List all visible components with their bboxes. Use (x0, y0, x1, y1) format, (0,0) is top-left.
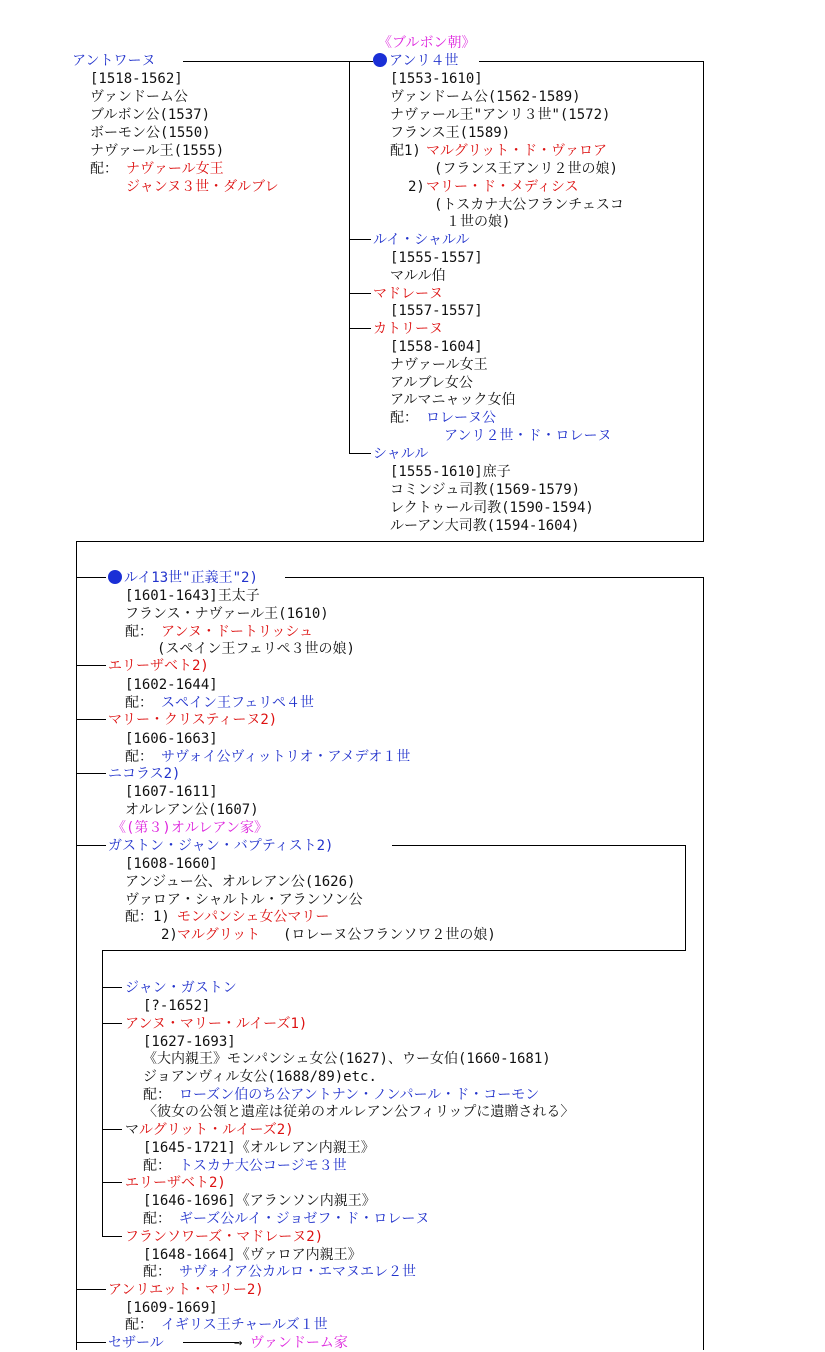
henri4-spouse1[interactable]: マルグリット・ド・ヴァロア (426, 143, 608, 159)
henriette-spouse-prefix: 配： (125, 1317, 153, 1333)
tick-henriette (76, 1289, 106, 1290)
louis13-spouse-note: (スペイン王フェリペ３世の娘) (157, 641, 355, 657)
tick-cesar (76, 1342, 106, 1343)
children-top-line (76, 541, 704, 542)
gaston-spouse2[interactable]: マルグリット (177, 927, 261, 943)
tick-madeleine (349, 293, 371, 294)
jean-gaston-dates: [?-1652] (143, 998, 211, 1014)
antoine-title: ブルボン公(1537) (90, 107, 211, 123)
tick-christine (76, 719, 106, 720)
henri4-spouse2-note: １世の娘) (446, 214, 511, 230)
louis13-name[interactable] (108, 569, 258, 587)
charles-title: レクトゥール司教(1590-1594) (390, 500, 594, 516)
antoine-dates: [1518-1562] (90, 71, 183, 87)
elisabeth-orleans-spouse[interactable]: ギーズ公ルイ・ジョゼフ・ド・ロレーヌ (179, 1211, 430, 1227)
antoine-spouse[interactable]: ジャンヌ３世・ダルブレ (126, 179, 279, 195)
marguerite-louise-name[interactable] (125, 1121, 294, 1139)
marguerite-louise-spouse[interactable]: トスカナ大公コージモ３世 (179, 1158, 347, 1174)
antoine-title: ボーモン公(1550) (90, 125, 211, 141)
tick-francoise (102, 1236, 122, 1237)
children-vertical-line (76, 541, 77, 1350)
francoise-name[interactable]: フランソワーズ・マドレーヌ2) (125, 1229, 324, 1245)
anne-marie-spouse[interactable]: ローズン伯のち公アントナン・ノンパール・ド・コーモン (179, 1087, 540, 1103)
henri4-spouse2-prefix: 2) (408, 179, 425, 195)
charles-name[interactable]: シャルル (373, 446, 429, 462)
gaston-right-line (392, 845, 686, 846)
marguerite-louise-name-rest: ルグリット・ルイーズ2) (139, 1122, 294, 1138)
gaston-spouse2-prefix: 2) (161, 927, 178, 943)
gaston-children-top-line (102, 950, 686, 951)
elisabeth-spouse-prefix: 配： (125, 695, 153, 711)
tick-jean-gaston (102, 987, 122, 988)
antoine-to-henri-line (183, 61, 373, 62)
anne-marie-title: ジョアンヴィル女公(1688/89)etc. (143, 1069, 377, 1085)
henri4-name[interactable] (373, 52, 458, 70)
catherine-spouse[interactable]: アンリ２世・ド・ロレーヌ (444, 428, 612, 444)
elisabeth-orleans-spouse-prefix: 配： (143, 1211, 171, 1227)
charles-dates: [1555-1610]庶子 (390, 464, 511, 480)
elisabeth-spouse[interactable]: スペイン王フェリペ４世 (161, 695, 315, 711)
catherine-spouse[interactable]: ロレーヌ公 (426, 410, 496, 426)
orleans-house-label[interactable]: 《(第３)オルレアン家》 (112, 820, 268, 836)
tick-catherine (349, 328, 371, 329)
christine-name[interactable]: マリー・クリスティーヌ2) (108, 712, 278, 728)
marguerite-louise-spouse-prefix: 配： (143, 1158, 171, 1174)
marguerite-louise-name-prefix: マ (125, 1122, 139, 1138)
francoise-spouse-prefix: 配： (143, 1264, 171, 1280)
henri4-title: フランス王(1589) (390, 125, 511, 141)
francoise-spouse[interactable]: サヴォイア公カルロ・エマヌエレ２世 (179, 1264, 417, 1280)
elisabeth-orleans-name[interactable]: エリーザベト2) (125, 1175, 226, 1191)
louis13-spouse[interactable]: アンヌ・ドートリッシュ (161, 624, 314, 640)
anne-marie-spouse-prefix: 配： (143, 1087, 171, 1103)
tick-nicolas (76, 773, 106, 774)
charles-title: ルーアン大司教(1594-1604) (390, 518, 580, 534)
antoine-name[interactable]: アントワーヌ (72, 53, 156, 69)
nicolas-dates: [1607-1611] (125, 784, 218, 800)
louis-charles-dates: [1555-1557] (390, 250, 483, 266)
henri4-dates: [1553-1610] (390, 71, 483, 87)
tick-elisabeth (76, 665, 106, 666)
catherine-title: アルマニャック女伯 (390, 392, 516, 408)
henriette-spouse[interactable]: イギリス王チャールズ１世 (161, 1317, 328, 1333)
gaston-spouse1[interactable]: モンパンシェ女公マリー (177, 909, 330, 925)
tick-elisabeth-2 (102, 1182, 122, 1183)
louis13-title: フランス・ナヴァール王(1610) (125, 606, 329, 622)
tick-marguerite-louise (102, 1129, 122, 1130)
francoise-dates: [1648-1664]《ヴァロア内親王》 (143, 1247, 362, 1263)
louis13-name-text: ルイ13世"正義王"2) (124, 570, 258, 586)
cesar-name[interactable]: セザール (108, 1335, 164, 1351)
henri4-title: ヴァンドーム公(1562-1589) (390, 89, 581, 105)
catherine-title: アルブレ女公 (390, 375, 473, 391)
gaston-title: ヴァロア・シャルトル・アランソン公 (125, 892, 363, 908)
sovereign-marker-icon (108, 570, 122, 584)
catherine-name[interactable]: カトリーヌ (373, 321, 443, 337)
gaston-children-vertical-line (102, 950, 103, 1236)
louis-charles-title: マルル伯 (390, 268, 446, 284)
anne-marie-title: 《大内親王》モンパンシェ女公(1627)、ウー女伯(1660-1681) (143, 1051, 551, 1067)
gaston-spouse1-prefix: 配：1) (125, 909, 170, 925)
madeleine-name[interactable]: マドレーヌ (373, 286, 443, 302)
cesar-arrow-line (183, 1342, 239, 1343)
nicolas-name[interactable]: ニコラス2) (108, 766, 181, 782)
cesar-arrow-icon: → (234, 1335, 243, 1351)
tick-louis13 (76, 577, 106, 578)
charles-title: コミンジュ司教(1569-1579) (390, 482, 581, 498)
madeleine-dates: [1557-1557] (390, 303, 483, 319)
elisabeth-orleans-dates: [1646-1696]《アランソン内親王》 (143, 1193, 376, 1209)
jean-gaston-name[interactable]: ジャン・ガストン (125, 980, 237, 996)
anne-marie-name[interactable]: アンヌ・マリー・ルイーズ1) (125, 1016, 308, 1032)
sovereign-marker-icon (373, 53, 387, 67)
louis-charles-name[interactable]: ルイ・シャルル (373, 232, 470, 248)
antoine-title: ヴァンドーム公 (90, 89, 188, 105)
henriette-dates: [1609-1669] (125, 1300, 218, 1316)
tick-louis-charles (349, 239, 371, 240)
marguerite-louise-dates: [1645-1721]《オルレアン内親王》 (143, 1140, 375, 1156)
catherine-spouse-prefix: 配： (390, 410, 418, 426)
antoine-title: ナヴァール王(1555) (90, 143, 225, 159)
vendome-house-link[interactable]: ヴァンドーム家 (250, 1335, 348, 1351)
elisabeth-dates: [1602-1644] (125, 677, 218, 693)
louis13-right-line (285, 577, 704, 578)
christine-spouse[interactable]: サヴォイ公ヴィットリオ・アメデオ１世 (161, 749, 411, 765)
henri-right-line (479, 61, 704, 62)
gaston-title: アンジュー公、オルレアン公(1626) (125, 874, 356, 890)
louis13-spouse-prefix: 配： (125, 624, 153, 640)
gaston-dates: [1608-1660] (125, 856, 218, 872)
henri4-spouse1-prefix: 配1) (390, 143, 421, 159)
henri-descent-line (703, 61, 704, 542)
anne-marie-note: 〈彼女の公領と遺産は従弟のオルレアン公フィリップに遺贈される〉 (143, 1104, 575, 1120)
henri4-title: ナヴァール王"アンリ３世"(1572) (390, 107, 611, 123)
antoine-spouse[interactable]: ナヴァール女王 (126, 161, 224, 177)
henri4-spouse2[interactable]: マリー・ド・メディシス (426, 179, 579, 195)
gaston-name[interactable]: ガストン・ジャン・バプティスト2) (108, 838, 334, 854)
christine-dates: [1606-1663] (125, 731, 218, 747)
gaston-spouse2-note: (ロレーヌ公フランソワ２世の娘) (283, 927, 496, 943)
nicolas-title: オルレアン公(1607) (125, 802, 259, 818)
catherine-title: ナヴァール女王 (390, 357, 488, 373)
louis13-descent-line (703, 577, 704, 1350)
bourbon-dynasty-label[interactable]: 《ブルボン朝》 (378, 35, 476, 51)
tick-anne-marie (102, 1023, 122, 1024)
christine-spouse-prefix: 配： (125, 749, 153, 765)
louis13-dates: [1601-1643]王太子 (125, 588, 260, 604)
elisabeth-name[interactable]: エリーザベト2) (108, 658, 209, 674)
gaston-descent-line (685, 845, 686, 950)
siblings-vertical-line (349, 61, 350, 453)
catherine-dates: [1558-1604] (390, 339, 483, 355)
antoine-spouse-prefix: 配： (90, 161, 118, 177)
anne-marie-dates: [1627-1693] (143, 1034, 236, 1050)
henri4-name-text: アンリ４世 (389, 53, 459, 69)
tick-charles (349, 453, 371, 454)
henri4-spouse1-note: (フランス王アンリ２世の娘) (434, 161, 618, 177)
henriette-name[interactable]: アンリエット・マリー2) (108, 1282, 264, 1298)
tick-gaston (76, 845, 106, 846)
henri4-spouse2-note: (トスカナ大公フランチェスコ (434, 197, 624, 213)
